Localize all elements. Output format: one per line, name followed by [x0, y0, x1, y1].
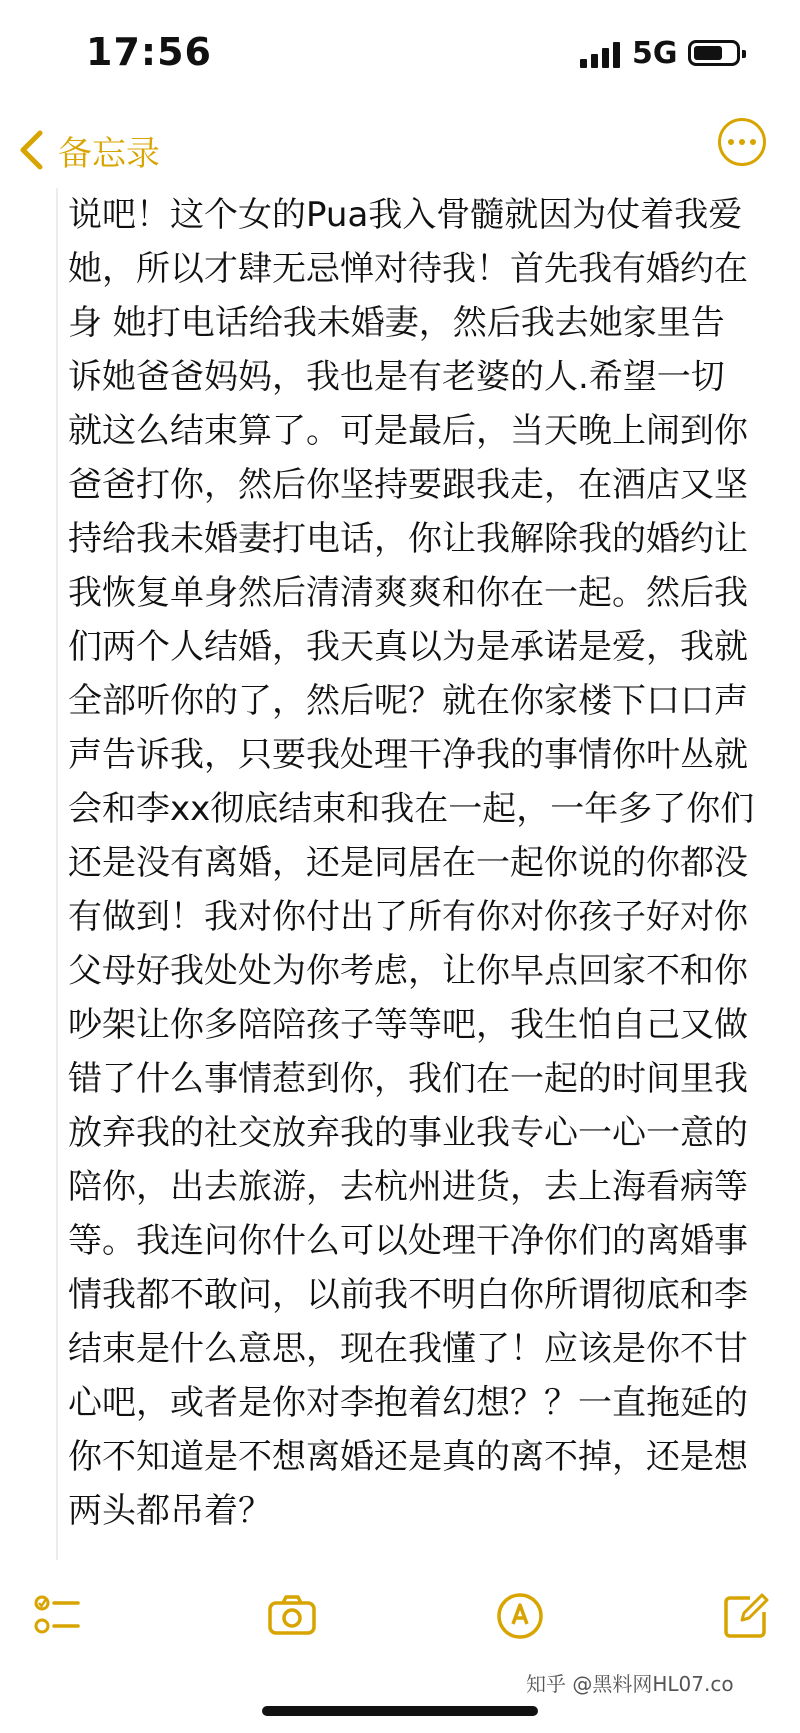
- cellular-signal-icon: [580, 42, 622, 68]
- navigation-bar: [0, 110, 800, 190]
- compose-icon: [720, 1590, 772, 1642]
- checklist-button[interactable]: [30, 1588, 86, 1644]
- watermark-text: 知乎 @黑料网HL07.co: [526, 1672, 734, 1696]
- network-type: 5G: [632, 36, 678, 71]
- note-text[interactable]: 说吧！这个女的Pua我入骨髓就因为仗着我爱她，所以才肆无忌惮对待我！首先我有婚约在身 她打电话给我未婚妻，然后我去她家里告诉她爸爸妈妈，我也是有老婆的人.希望一切就这么结束算了。可是最后，当天晚上闹到你爸爸打你，然后你坚持要跟我走，在酒店又坚持给我未婚妻打电话，你让我解除我的婚约让我恢复单身然后清清爽爽和你在一起。然后我们两个人结婚，我天真以为是承诺是爱，我就全部听你的了，然后呢？就在你家楼下口口声声告诉我，只要我处理干净我的事情你叶丛就会和李xx彻底结束和我在一起，一年多了你们还是没有离婚，还是同居在一起你说的你都没有做到！我对你付出了所有你对你孩子好对你父母好我处处为你考虑，让你早点回家不和你吵架让你多陪陪孩子等等吧，我生怕自己又做错了什么事情惹到你，我们在一起的时间里我放弃我的社交放弃我的事业我专心一心一意的陪你，出去旅游，去杭州进货，去上海看病等等。我连问你什么可以处理干净你们的离婚事情我都不敢问，以前我不明白你所谓彻底和李结束是什么意思，现在我懂了！应该是你不甘心吧，或者是你对李抱着幻想？？一直拖延的你不知道是不想离婚还是真的离不掉，还是想两头都吊着？: [56, 188, 758, 1560]
- status-time: 17:56: [86, 30, 212, 74]
- home-indicator[interactable]: [262, 1706, 538, 1716]
- back-button[interactable]: [18, 124, 160, 176]
- chevron-left-icon: [18, 130, 44, 170]
- bottom-toolbar: [0, 1580, 800, 1660]
- markup-pen-icon: [494, 1590, 546, 1642]
- ellipsis-circle-icon: [728, 139, 734, 145]
- compose-button[interactable]: [718, 1588, 774, 1644]
- status-bar: [0, 0, 800, 110]
- checklist-icon: [32, 1590, 84, 1642]
- camera-icon: [266, 1590, 318, 1642]
- markup-button[interactable]: [492, 1588, 548, 1644]
- more-options-button[interactable]: [718, 118, 766, 166]
- camera-button[interactable]: [264, 1588, 320, 1644]
- battery-icon: [688, 40, 740, 66]
- back-label: 备忘录: [58, 133, 160, 174]
